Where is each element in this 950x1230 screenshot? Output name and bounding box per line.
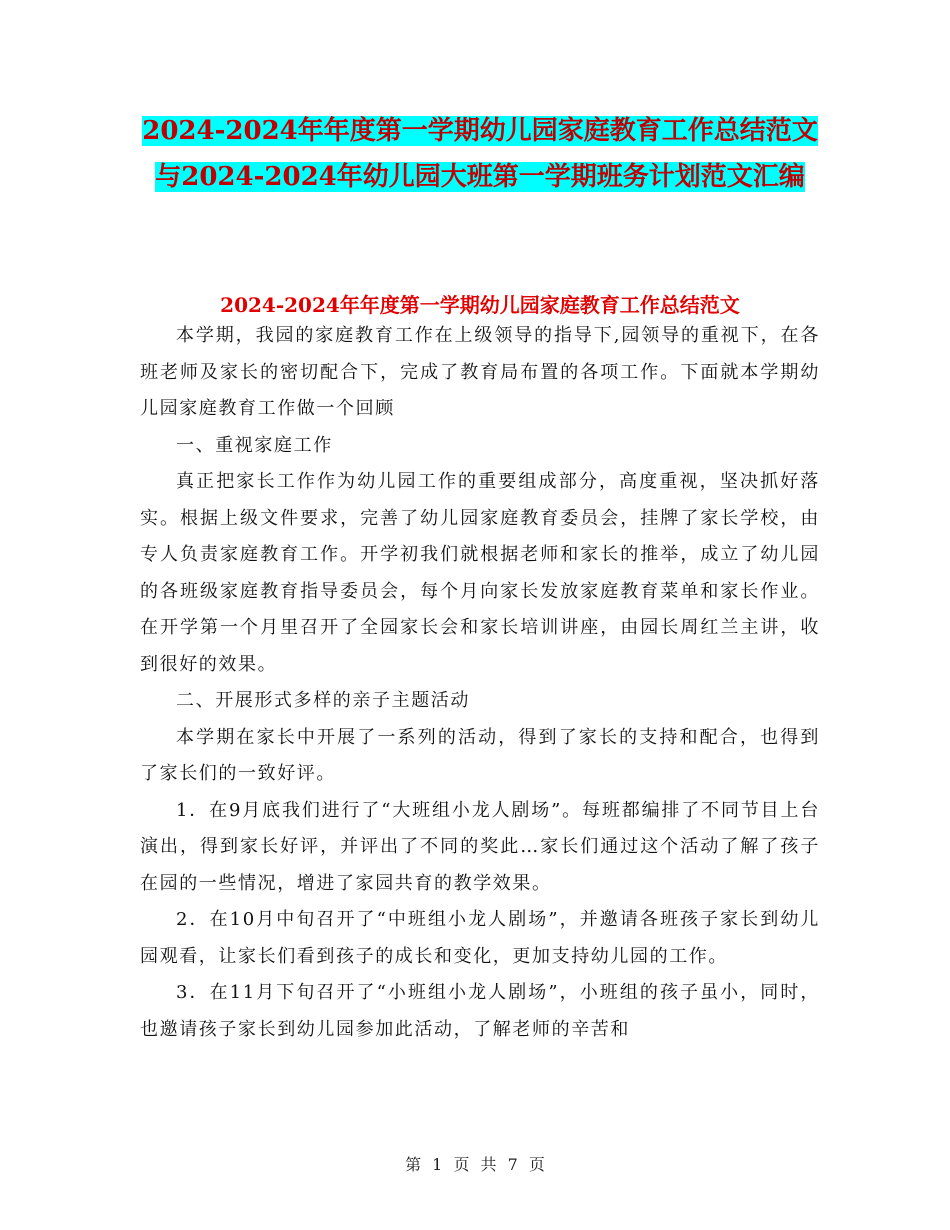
list-item: 2．在10月中旬召开了“中班组小龙人剧场”，并邀请各班孩子家长到幼儿园观看，让家长们看到孩子的成长和变化，更加支持幼儿园的工作。: [140, 909, 820, 967]
paragraph: 本学期在家长中开展了一系列的活动，得到了家长的支持和配合，也得到了家长们的一致好评。: [140, 726, 820, 784]
section-title: 2024-2024年年度第一学期幼儿园家庭教育工作总结范文: [220, 293, 740, 317]
list-item: 3．在11月下旬召开了“小班组小龙人剧场”，小班组的孩子虽小，同时，也邀请孩子家长到幼儿园参加此活动，了解老师的辛苦和: [140, 982, 820, 1040]
document-title-text: 2024-2024年年度第一学期幼儿园家庭教育工作总结范文与2024-2024年幼儿园大班第一学期班务计划范文汇编: [142, 116, 818, 192]
paragraph: 本学期，我园的家庭教育工作在上级领导的指导下,园领导的重视下，在各班老师及家长的密切配合下，完成了教育局布置的各项工作。下面就本学期幼儿园家庭教育工作做一个回顾: [140, 325, 820, 419]
section-heading: 一、重视家庭工作: [176, 434, 333, 456]
list-item: 1．在9月底我们进行了“大班组小龙人剧场”。每班都编排了不同节目上台演出，得到家长好评，并评出了不同的奖此…家长们通过这个活动了解了孩子在园的一些情况，增进了家园共育的教学效果。: [140, 799, 820, 894]
document-body: [140, 318, 820, 1048]
page-footer: 第 1 页 共 7 页: [405, 1155, 545, 1174]
paragraph: 真正把家长工作作为幼儿园工作的重要组成部分，高度重视，坚决抓好落实。根据上级文件要求，完善了幼儿园家庭教育委员会，挂牌了家长学校，由专人负责家庭教育工作。开学初我们就根据老师和家长的推举，成立了幼儿园的各班级家庭教育指导委员会，每个月向家长发放家庭教育菜单和家长作业。在开学第一个月里召开了全园家长会和家长培训讲座，由园长周红兰主讲，收到很好的效果。: [140, 471, 820, 675]
section-heading: 二、开展形式多样的亲子主题活动: [176, 690, 470, 711]
document-title: [140, 108, 820, 200]
